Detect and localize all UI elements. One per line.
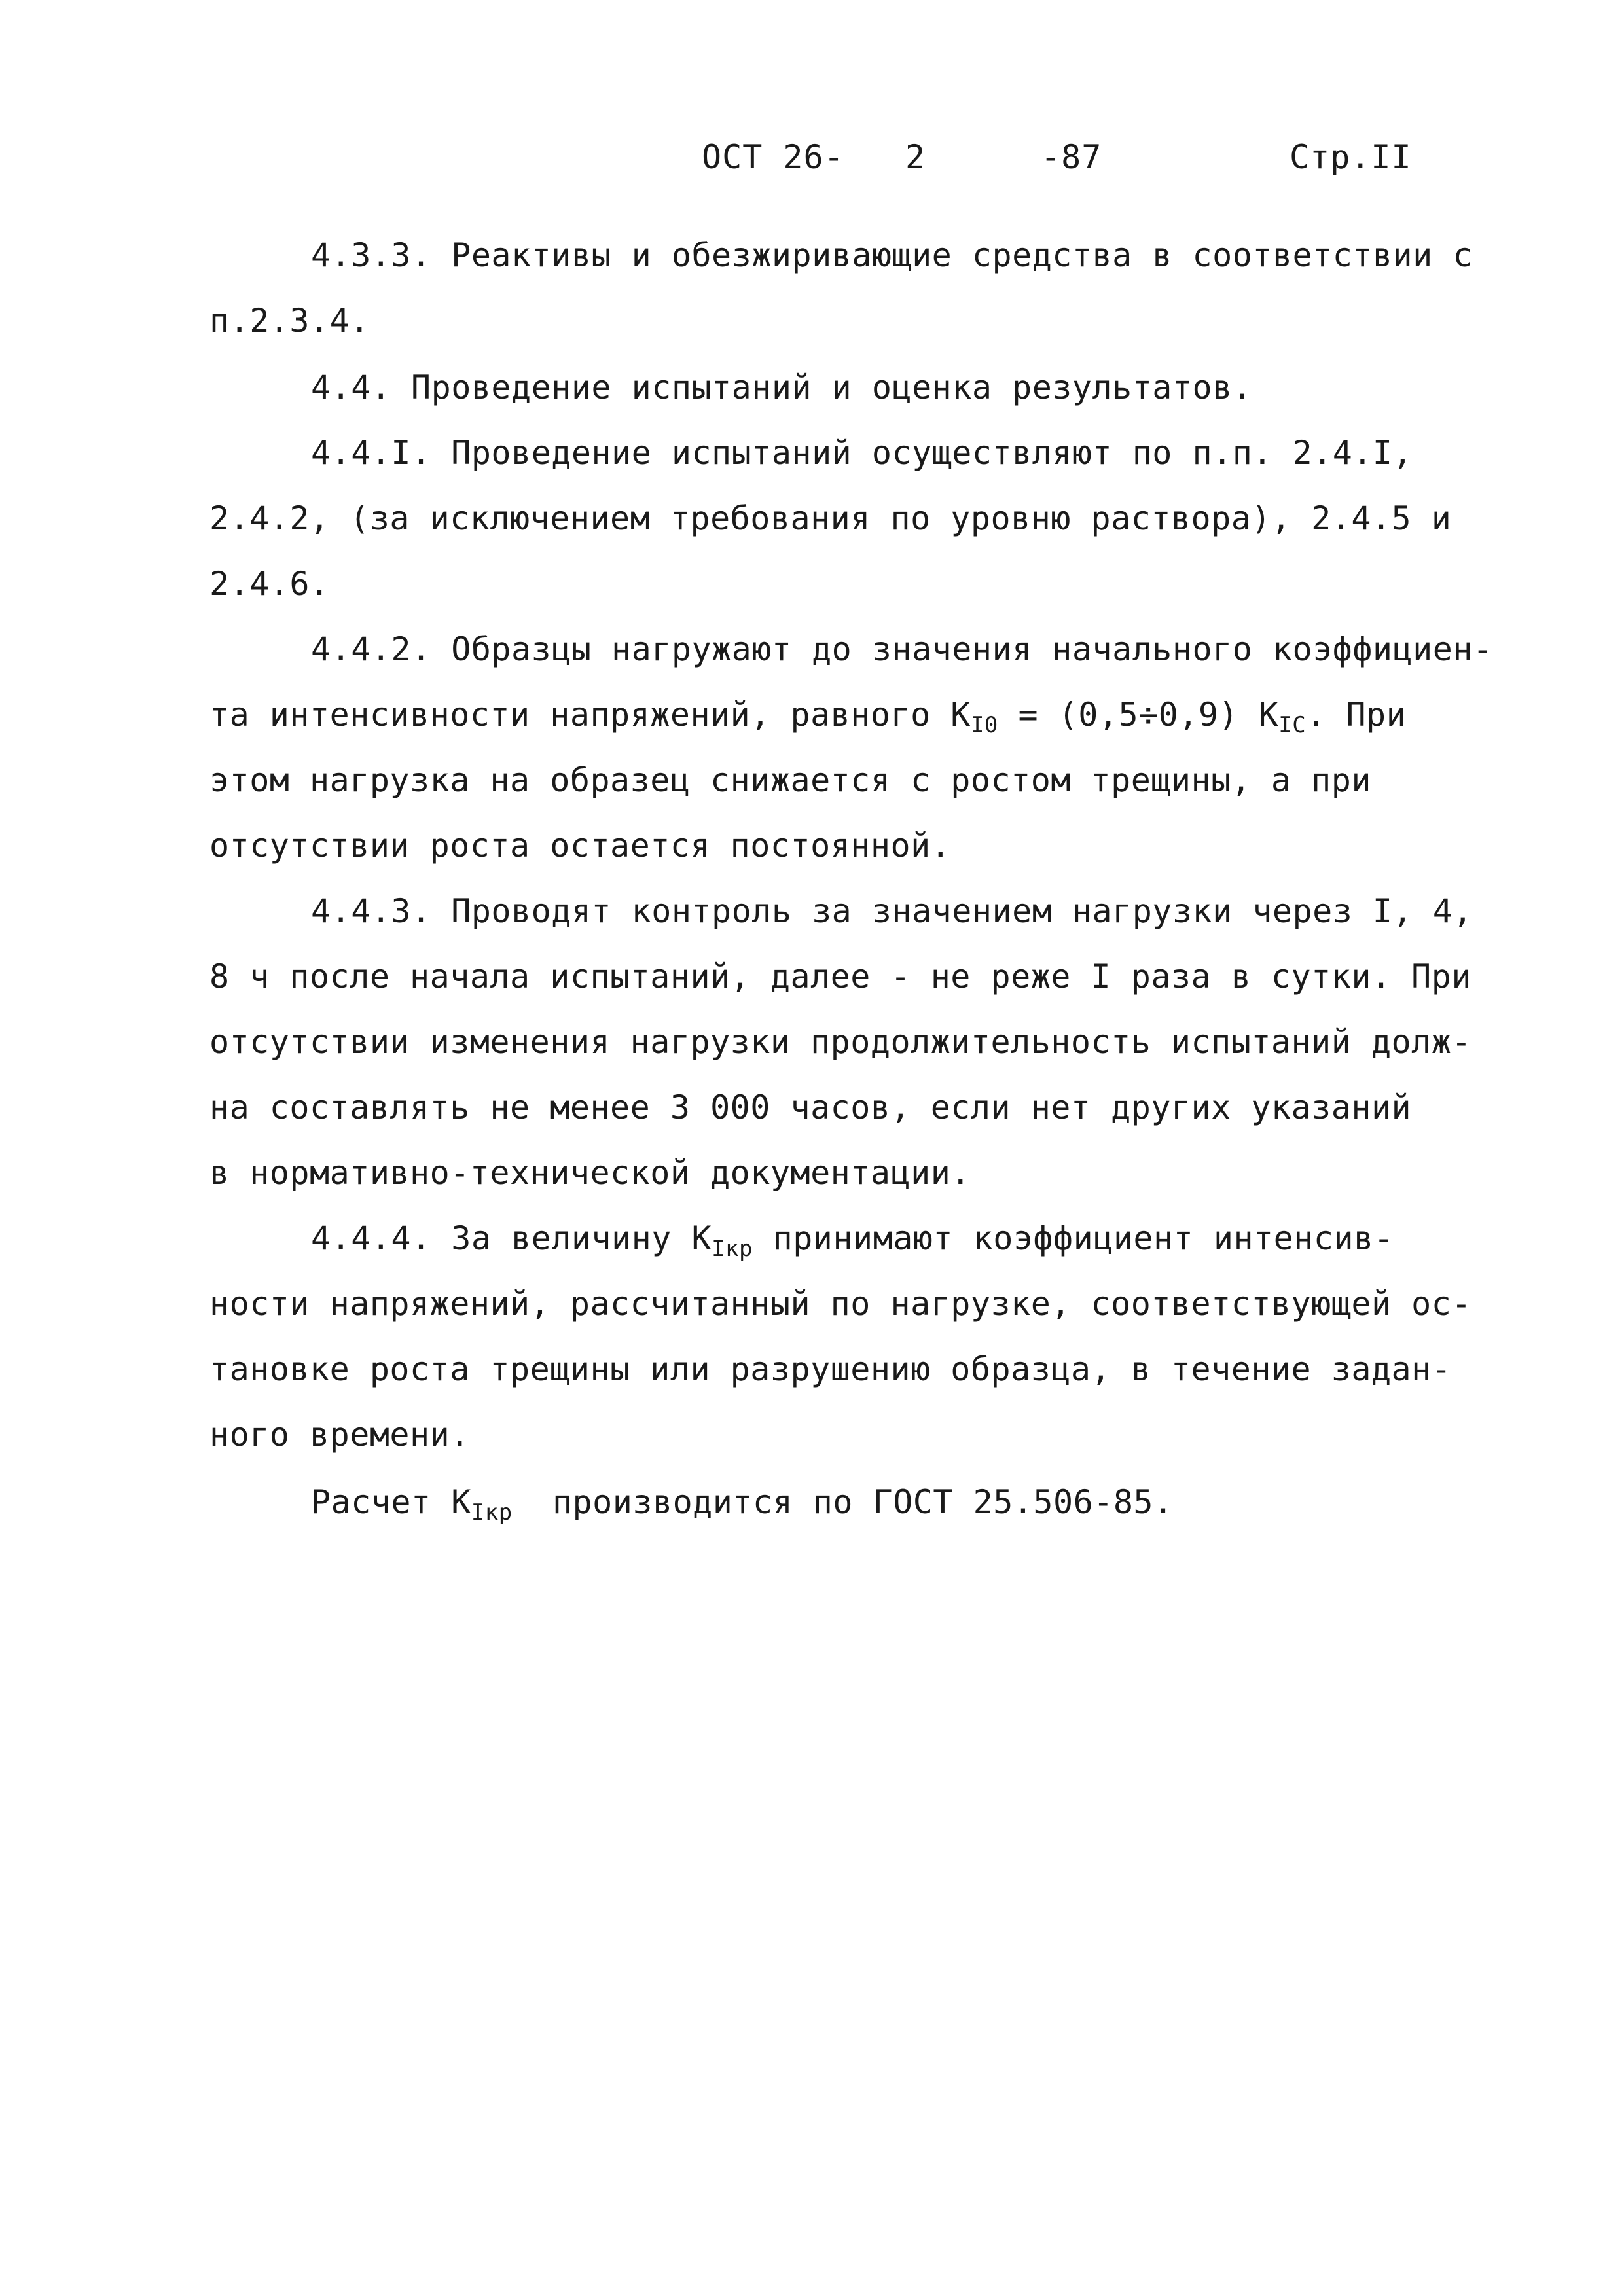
calculation-note (311, 1479, 1174, 1525)
calc-k-ikr-subscript: Iкр (471, 1499, 513, 1526)
doc-number: 2 (905, 138, 926, 176)
section-4-4-2-line-4: отсутствии роста остается постоянной. (209, 827, 951, 865)
section-4-4-2-line-2 (209, 692, 1406, 738)
section-4-4-1-line-1: 4.4.I. Проведение испытаний осуществляют по п.п. 2.4.I, (311, 434, 1413, 472)
s442-l2-text-a: та интенсивности напряжений, равного K (209, 696, 971, 734)
calc-text-a: Расчет K (311, 1483, 471, 1521)
section-4-4-3-line-1: 4.4.3. Проводят контроль за значением нагрузки через I, 4, (311, 892, 1473, 930)
section-4-4-3-line-4: на составлять не менее 3 000 часов, если нет других указаний (209, 1088, 1412, 1126)
section-4-4-4-line-3: тановке роста трещины или разрушению образца, в течение задан- (209, 1350, 1452, 1388)
s444-l1-text-b: принимают коэффициент интенсив- (752, 1219, 1394, 1257)
k-ikr-subscript: Iкр (712, 1236, 753, 1262)
calc-text-b: производится по ГОСТ 25.506-85. (512, 1483, 1174, 1521)
section-4-4-3-line-3: отсутствии изменения нагрузки продолжительность испытаний долж- (209, 1023, 1471, 1061)
section-4-4-heading: 4.4. Проведение испытаний и оценка результатов. (311, 368, 1253, 406)
k-i0-subscript: I0 (970, 712, 998, 738)
section-4-4-4-line-1 (311, 1215, 1394, 1261)
s444-l1-text-a: 4.4.4. За величину K (311, 1219, 712, 1257)
section-4-4-4-line-2: ности напряжений, рассчитанный по нагрузке, соответствующей ос- (209, 1285, 1471, 1323)
section-4-4-2-line-1: 4.4.2. Образцы нагружают до значения начального коэффициен- (311, 630, 1493, 668)
s442-l2-text-b: = (0,5÷0,9) K (998, 696, 1279, 734)
doc-year: -87 (1041, 138, 1102, 176)
section-4-3-3-line-1: 4.3.3. Реактивы и обезжиривающие средства в соответствии с (311, 236, 1473, 274)
k-ic-subscript: IC (1278, 712, 1307, 738)
section-4-4-1-line-3: 2.4.6. (209, 565, 330, 603)
section-4-4-4-line-4: ного времени. (209, 1416, 470, 1454)
section-4-3-3-line-2: п.2.3.4. (209, 302, 370, 340)
section-4-4-3-line-2: 8 ч после начала испытаний, далее - не реже I раза в сутки. При (209, 958, 1471, 996)
section-4-4-1-line-2: 2.4.2, (за исключением требования по уровню раствора), 2.4.5 и (209, 499, 1452, 537)
s442-l2-text-c: . При (1306, 696, 1407, 734)
page-number: Стр.II (1290, 138, 1412, 176)
section-4-4-2-line-3: этом нагрузка на образец снижается с ростом трещины, а при (209, 761, 1371, 799)
section-4-4-3-line-5: в нормативно-технической документации. (209, 1154, 971, 1192)
doc-code: ОСТ 26- (702, 138, 844, 176)
